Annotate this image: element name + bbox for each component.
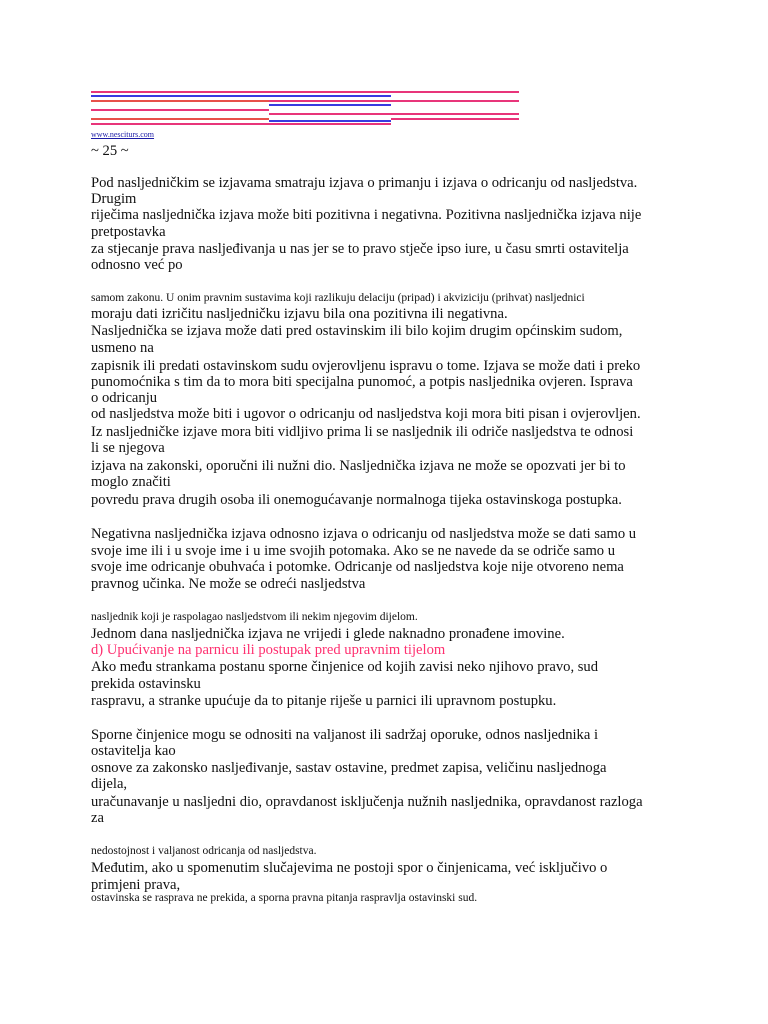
- text-line: raspravu, a stranke upućuje da to pitanje riješe u parnici ili upravnom postupku.: [91, 693, 557, 709]
- text-line: o odricanju: [91, 390, 158, 406]
- text-line: Iz nasljedničke izjave mora biti vidljivo prima li se nasljednik ili odriče nasljedstva te odnosi: [91, 424, 634, 440]
- stripe-decoration: [91, 123, 391, 125]
- stripe-decoration: [91, 95, 391, 97]
- text-line: nasljednik koji je raspolagao nasljedstvom ili nekim njegovim dijelom.: [91, 611, 418, 623]
- text-line: pravnog učinka. Ne može se odreći nasljedstva: [91, 576, 366, 592]
- text-line: odnosno već po: [91, 257, 183, 273]
- text-line: riječima nasljednička izjava može biti pozitivna i negativna. Pozitivna nasljednička izjava nije: [91, 207, 642, 223]
- text-line: svoje ime ili i u svoje ime i u ime svojih potomaka. Ako se ne navede da se odriče samo u: [91, 543, 616, 559]
- text-line: za stjecanje prava nasljeđivanja u nas jer se to pravo stječe ipso iure, u času smrti ostavitelja: [91, 241, 629, 257]
- stripe-decoration: [269, 100, 519, 102]
- text-line: Nasljednička se izjava može dati pred ostavinskim ili bilo kojim drugim općinskim sudom,: [91, 323, 623, 339]
- text-line: moraju dati izričitu nasljedničku izjavu bila ona pozitivna ili negativna.: [91, 306, 508, 322]
- stripe-decoration: [269, 104, 391, 106]
- stripe-decoration: [91, 118, 269, 120]
- text-line: Jednom dana nasljednička izjava ne vrijedi i glede naknadno pronađene imovine.: [91, 626, 565, 642]
- text-line: za: [91, 810, 104, 826]
- text-line: primjeni prava,: [91, 877, 181, 893]
- text-line: Ako među strankama postanu sporne činjenice od kojih zavisi neko njihovo pravo, sud: [91, 659, 599, 675]
- text-line: samom zakonu. U onim pravnim sustavima koji razlikuju delaciju (pripad) i akviziciju (prihvat) nasljednici: [91, 292, 585, 304]
- stripe-decoration: [269, 120, 391, 122]
- page-number: ~ 25 ~: [91, 143, 129, 159]
- text-line: moglo značiti: [91, 474, 171, 490]
- text-line: dijela,: [91, 776, 128, 792]
- text-line: Pod nasljedničkim se izjavama smatraju izjava o primanju i izjava o odricanju od nasljedstva.: [91, 175, 638, 191]
- text-line: Međutim, ako u spomenutim slučajevima ne postoji spor o činjenicama, već isključivo o: [91, 860, 608, 876]
- text-line: usmeno na: [91, 340, 154, 356]
- text-line: povredu prava drugih osoba ili onemogućavanje normalnoga tijeka ostavinskoga postupka.: [91, 492, 622, 508]
- text-line: ostavitelja kao: [91, 743, 176, 759]
- text-line: nedostojnost i valjanost odricanja od nasljedstva.: [91, 845, 317, 857]
- stripe-decoration: [91, 100, 269, 102]
- text-line: Negativna nasljednička izjava odnosno izjava o odricanju od nasljedstva može se dati samo u: [91, 526, 637, 542]
- stripe-decoration: [391, 118, 519, 120]
- section-heading: d) Upućivanje na parnicu ili postupak pred upravnim tijelom: [91, 642, 446, 658]
- stripe-decoration: [269, 113, 519, 115]
- text-line: pretpostavka: [91, 224, 166, 240]
- text-line: osnove za zakonsko nasljeđivanje, sastav ostavine, predmet zapisa, veličinu nasljednoga: [91, 760, 607, 776]
- stripe-decoration: [91, 91, 519, 93]
- text-line: li se njegova: [91, 440, 165, 456]
- text-line: zapisnik ili predati ostavinskom sudu ovjerovljenu ispravu o tome. Izjava se može dati i preko: [91, 358, 641, 374]
- text-line: uračunavanje u nasljedni dio, opravdanost isključenja nužnih nasljednika, opravdanost razloga: [91, 794, 643, 810]
- text-line: svoje ime odricanje obuhvaća i potomke. Odricanje od nasljedstva koje nije otvoreno nema: [91, 559, 624, 575]
- text-line: punomoćnika s tim da to mora biti specijalna punomoć, a potpis nasljednika ovjeren. Isprava: [91, 374, 633, 390]
- text-line: izjava na zakonski, oporučni ili nužni dio. Nasljednička izjava ne može se opozvati jer bi to: [91, 458, 626, 474]
- stripe-decoration: [91, 109, 269, 111]
- site-link[interactable]: www.nesciturs.com: [91, 130, 155, 139]
- text-line: Sporne činjenice mogu se odnositi na valjanost ili sadržaj oporuke, odnos nasljednika i: [91, 727, 599, 743]
- text-line: Drugim: [91, 191, 137, 207]
- text-line: od nasljedstva može biti i ugovor o odricanju od nasljedstva koji mora biti pisan i ovjerovljen.: [91, 406, 641, 422]
- text-line: ostavinska se rasprava ne prekida, a sporna pravna pitanja raspravlja ostavinski sud.: [91, 892, 478, 904]
- text-line: prekida ostavinsku: [91, 676, 201, 692]
